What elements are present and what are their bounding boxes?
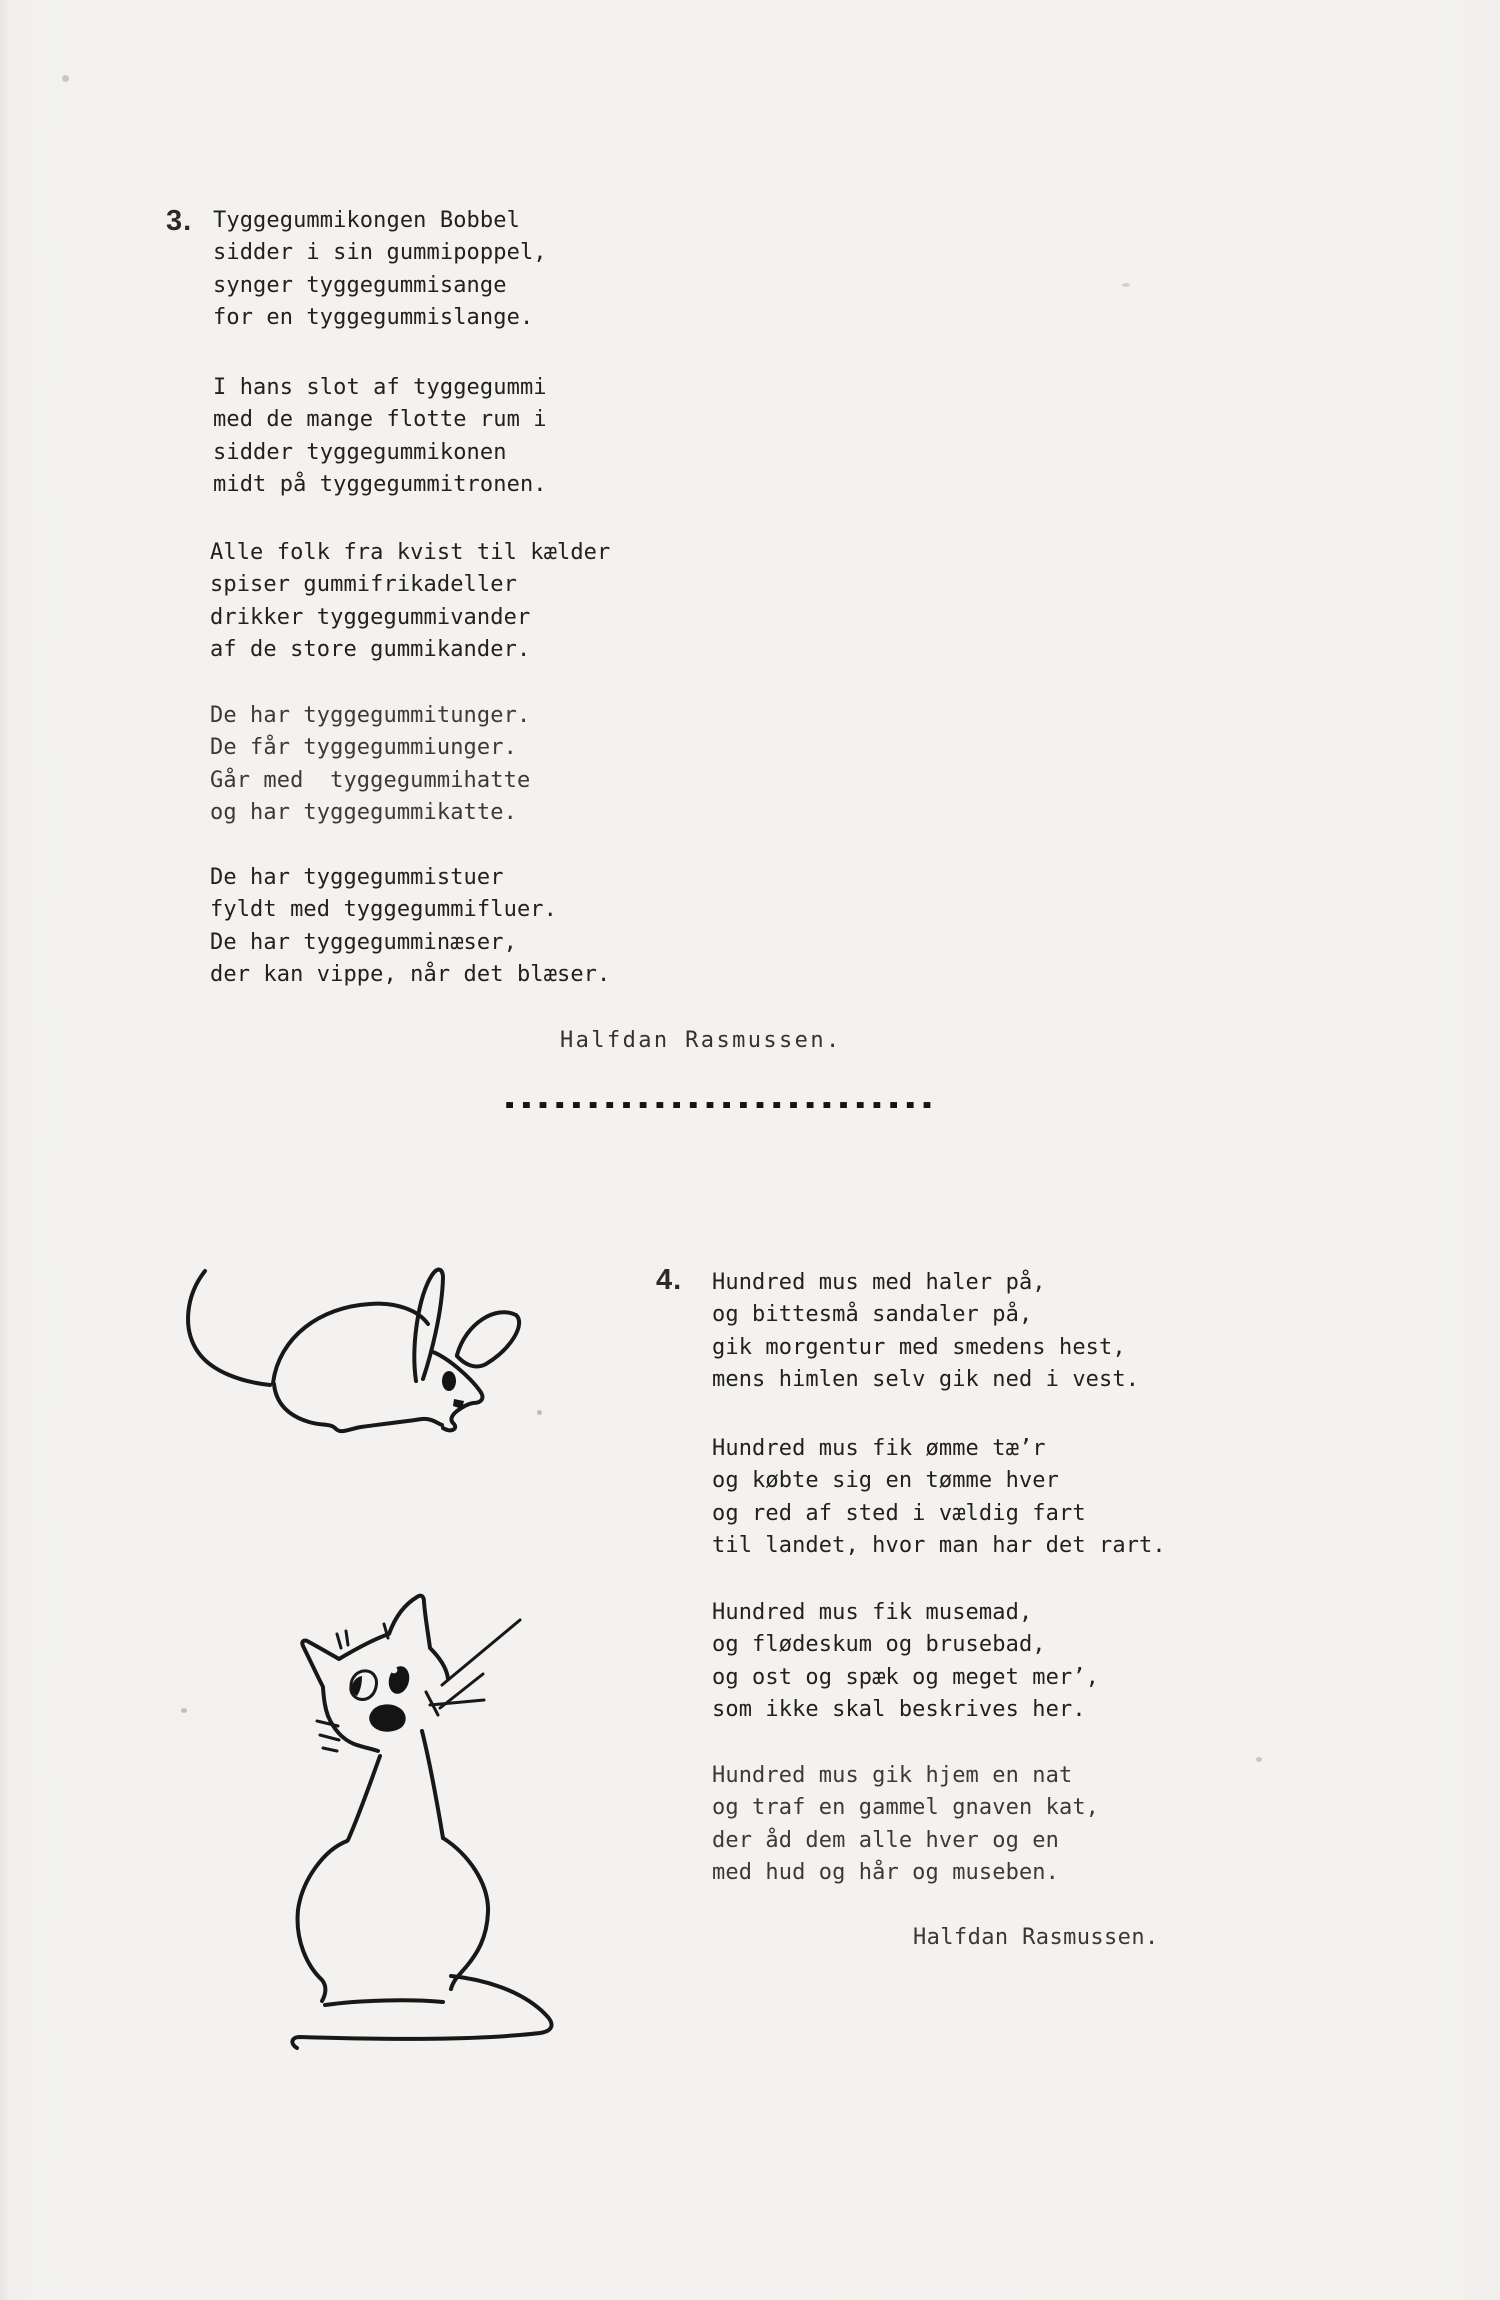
poem-line: I hans slot af tyggegummi — [213, 375, 547, 400]
mouse-drawing — [170, 1253, 550, 1453]
cat-body-right — [443, 1838, 488, 1989]
cat-tail — [292, 1976, 551, 2048]
cat-right-eye — [386, 1664, 412, 1696]
mouse-face — [433, 1352, 482, 1430]
poem-line: spiser gummifrikadeller — [210, 572, 517, 598]
poem-line: og traf en gammel gnaven kat, — [712, 1795, 1100, 1821]
poem-line: midt på tyggegummitronen. — [213, 472, 547, 498]
cat-neck-right — [422, 1731, 443, 1838]
poem-line: Hundred mus med haler på, — [712, 1270, 1046, 1295]
cat-body-left — [298, 1841, 347, 2001]
cat-neck-left — [348, 1756, 380, 1840]
poem-line: til landet, hvor man har det rart. — [712, 1533, 1166, 1559]
poem-line: som ikke skal beskrives her. — [712, 1697, 1086, 1723]
cat-head-top — [302, 1596, 448, 1687]
poem-line: sidder tyggegummikonen — [213, 439, 507, 465]
poem-line: sidder i sin gummipoppel, — [213, 240, 547, 266]
cat-fur-tuft — [337, 1634, 341, 1648]
poem-line: De får tyggegummiunger. — [210, 735, 517, 761]
poem-line: og ost og spæk og meget mer’, — [712, 1664, 1100, 1690]
poem-3-stanza-3 — [210, 537, 610, 667]
cat-whisker — [320, 1735, 339, 1740]
poem-4-stanza-1 — [712, 1267, 1139, 1397]
poem-line: drikker tyggegummivander — [210, 604, 531, 630]
cat-feet-line — [325, 2000, 443, 2005]
poem-line: og red af sted i vældig fart — [712, 1500, 1086, 1526]
poem-3-number: 3. — [166, 205, 193, 237]
poem-line: af de store gummikander. — [210, 637, 531, 663]
poem-3-stanza-2 — [213, 372, 547, 502]
poem-line: og flødeskum og brusebad, — [712, 1632, 1046, 1658]
mouse-ear-round — [457, 1312, 519, 1366]
poem-line: Hundred mus gik hjem en nat — [712, 1763, 1073, 1788]
poem-line: der åd dem alle hver og en — [712, 1827, 1059, 1853]
poem-line: De har tyggegummitunger. — [210, 703, 531, 728]
poem-line: synger tyggegummisange — [213, 272, 507, 298]
cat-nose — [369, 1704, 405, 1731]
poem-line: og bittesmå sandaler på, — [712, 1302, 1033, 1328]
poem-4-stanza-4 — [712, 1760, 1099, 1890]
poem-4-stanza-3 — [712, 1597, 1099, 1727]
poem-line: gik morgentur med smedens hest, — [712, 1334, 1126, 1360]
poem-line: for en tyggegummislange. — [213, 305, 534, 331]
poem-line: Hundred mus fik musemad, — [712, 1600, 1033, 1625]
poem-line: Alle folk fra kvist til kælder — [210, 540, 611, 565]
mouse-back — [273, 1304, 428, 1383]
cat-whisker — [323, 1748, 337, 1751]
poem-line: fyldt med tyggegummifluer. — [210, 897, 557, 923]
scan-speck — [62, 75, 69, 82]
poem-line: der kan vippe, når det blæser. — [210, 962, 611, 988]
poem-3-attribution: Halfdan Rasmussen. — [560, 1028, 842, 1053]
poem-line: med hud og hår og museben. — [712, 1860, 1059, 1886]
scan-speck — [537, 1410, 542, 1415]
cat-fur-tuft — [346, 1631, 348, 1645]
cat-whisker — [430, 1700, 484, 1705]
poem-line: De har tyggegumminæser, — [210, 929, 517, 955]
poem-line: og købte sig en tømme hver — [712, 1468, 1059, 1494]
scan-speck — [1122, 283, 1130, 287]
poem-3-stanza-4 — [210, 700, 530, 830]
scan-speck — [181, 1708, 187, 1713]
mouse-mouth — [453, 1399, 464, 1409]
mouse-tail — [188, 1271, 270, 1385]
poem-4-stanza-2 — [712, 1433, 1166, 1563]
poem-line: Går med tyggegummihatte — [210, 767, 531, 793]
cat-whisker — [317, 1721, 338, 1726]
poem-4-number: 4. — [656, 1264, 683, 1296]
poem-line: De har tyggegummistuer — [210, 865, 504, 890]
cat-right-eye-highlight — [391, 1667, 398, 1674]
mouse-belly — [274, 1384, 442, 1431]
poem-line: og har tyggegummikatte. — [210, 800, 517, 826]
poem-line: med de mange flotte rum i — [213, 407, 547, 433]
dashed-divider: -------------------------- — [503, 1080, 938, 1129]
poem-line: mens himlen selv gik ned i vest. — [712, 1367, 1140, 1393]
scan-speck — [1256, 1757, 1262, 1762]
poem-3-stanza-5 — [210, 862, 610, 992]
poem-line: Hundred mus fik ømme tæ’r — [712, 1436, 1046, 1461]
poem-line: Tyggegummikongen Bobbel — [213, 208, 520, 233]
cat-drawing — [280, 1588, 580, 2068]
poem-4-attribution: Halfdan Rasmussen. — [913, 1925, 1159, 1950]
mouse-eye — [442, 1371, 456, 1391]
poem-3-stanza-1 — [213, 205, 547, 335]
